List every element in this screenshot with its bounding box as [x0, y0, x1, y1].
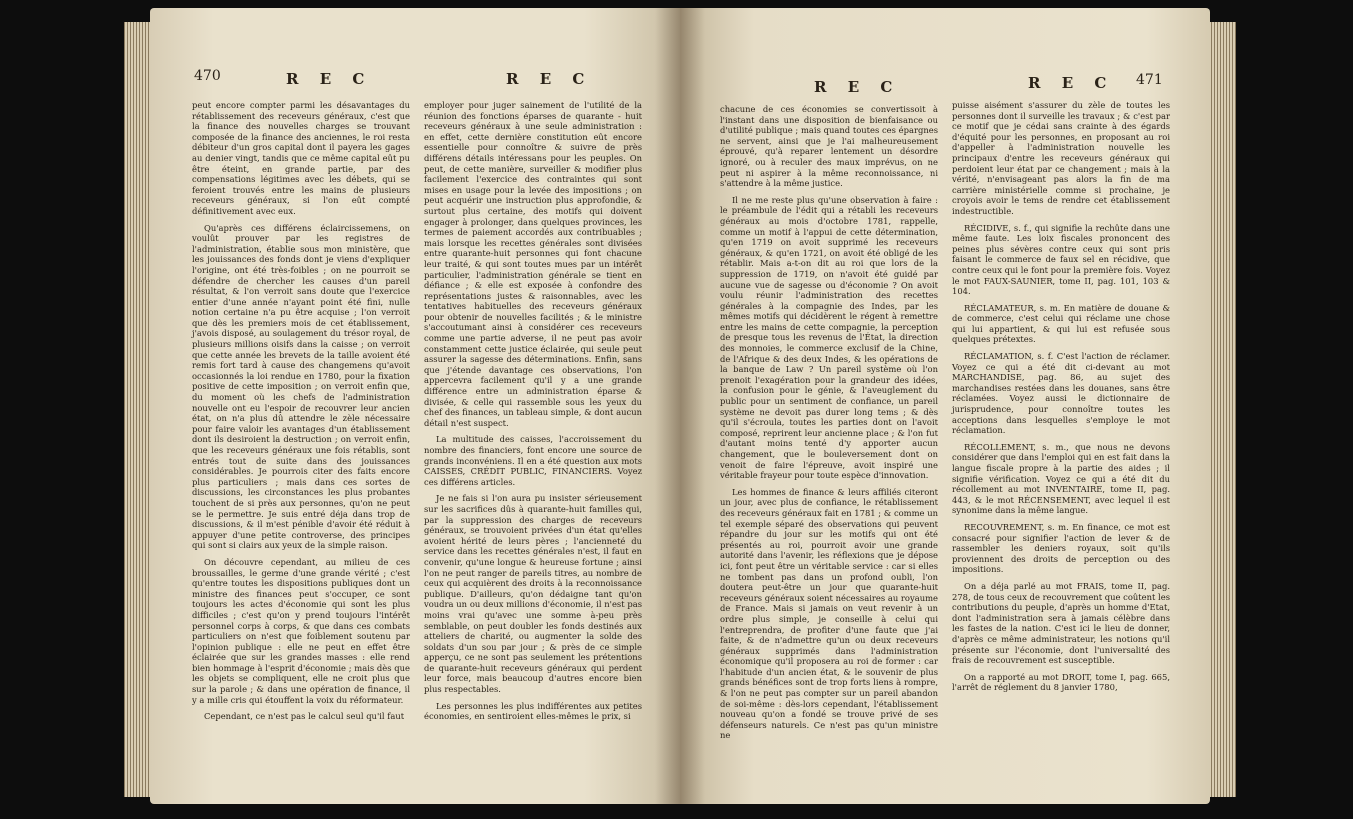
paragraph: Cependant, ce n'est pas le calcul seul qu'il faut [204, 711, 405, 722]
paragraph: Les hommes de finance & leurs affiliés citeront un jour, avec plus de confiance, le rétablissement des receveurs généraux fait en 1781 ; & comme un tel exemple séparé des observations qui peuvent répandre du jour sur les motifs qui ont été présentés au roi, pourroit avoir une grande autorité dans l'avenir, les réflexions que je dépose ici, font peut être un véritable service : car si elles ne tombent pas dans un profond oubli, l'on doutera peut-être un jour que quarante-huit receveurs généraux soient nécessaires au royaume de France. Mais si jamais on veut revenir à un ordre plus simple, je conseille à celui qui l'entreprendra, de profiter d'une faute que j'ai faite, & de n'admettre qu'un ou deux receveurs généraux supprimés dans l'administration économique qu'il proposera au roi de former : car l'habitude d'un ancien état, & le souvenir de plus grands bénéfices sont de trop forts liens à rompre, & l'on ne peut pas compter sur un pareil abandon de soi-même : dès-lors cependant, l'établissement nouveau qu'on a fondé se trouve privé de ses défenseurs naturels. Ce n'est pas qu'un ministre ne [720, 486, 938, 741]
right-page [680, 8, 1210, 804]
left-column-2 [424, 100, 642, 728]
paragraph: Les personnes les plus indifférentes aux petites économies, en sentiroient elles-mêmes le prix, si [424, 700, 642, 722]
folio-left: 470 [194, 68, 221, 84]
running-head-right-1: R E C [814, 78, 901, 96]
running-head-left-1: R E C [286, 70, 373, 88]
paragraph: Qu'après ces différens éclaircissemens, on voulût prouver par les registres de l'administration, établie sous mon ministère, que les jouissances des fonds dont je viens d'expliquer l'origine, ont été très-foibles ; on ne pourroit se défendre de chercher les causes d'un pareil résultat, & l'on verroit sans doute que l'exercice entier d'une année n'ayant point été fini, nulle notion certaine n'a pu être acquise ; l'on verroit que dès les premiers mois de cet établissement, j'avois disposé, au soulagement du trésor royal, de plusieurs millions oisifs dans la caisse ; on verroit que cette année les brevets de la taille avoient été remis fort tard à cause des changemens qu'avoit occasionnés la loi rendue en 1780, pour la fixation positive de cette imposition ; on verroit enfin que, du moment où les chefs de l'administration nouvelle ont eu l'espoir de recouvrer leur ancien état, on n'a plus dû attendre le zèle nécessaire pour faire valoir les avantages d'un établissement dont ils desiroient la destruction ; on verroit enfin, que les receveurs généraux une fois rétablis, sont entrés tout de suite dans des jouissances considérables. Je pourrois citer des faits encore plus particuliers ; mais dans ces sortes de discussions, les circonstances les plus probantes touchent de si près aux personnes, qu'on ne peut se le permettre. Je suis entré déja dans trop de discussions, & il m'est pénible d'avoir été réduit à appuyer d'une petite controverse, des principes qui sont si clairs aux yeux de la simple raison. [192, 222, 410, 551]
paragraph: chacune de ces économies se convertissoit à l'instant dans une disposition de bienfaisance ou d'utilité publique ; mais quand toutes ces épargnes ne servent, ainsi que je l'ai malheureusement éprouvé, qu'à reparer lentement un désordre ignoré, ou à reculer des maux imprévus, on ne peut ni aspirer à la même reconnoissance, ni s'attendre à la même justice. [720, 104, 938, 189]
book-gutter [655, 8, 705, 804]
dictionary-entry-reclamation: RÉCLAMATION, s. f. C'est l'action de réclamer. Voyez ce qui a été dit ci-devant au mot MARCHANDISE, pag. 86, au sujet des marchandises restées dans les douanes, sans être réclamées. Voyez aussi le dictionnaire de jurisprudence, pour connoître toutes les acceptions dans lesquelles s'employe le mot réclamation. [952, 351, 1170, 436]
open-book [150, 8, 1210, 804]
paragraph: On a déja parlé au mot FRAIS, tome II, pag. 278, de tous ceux de recouvrement que coûtent les contributions du peuple, d'après un homme d'Etat, dont l'administration sera à jamais célèbre dans les fastes de la nation. C'est ici le lieu de donner, d'après ce même administrateur, les notions qu'il présente sur l'économie, dont l'universalité des frais de recouvrement est susceptible. [952, 580, 1170, 666]
right-column-1 [720, 104, 938, 747]
paragraph: puisse aisément s'assurer du zèle de toutes les personnes dont il surveille les travaux ; & c'est par ce motif que je cédai sans crainte à des égards d'équité pour les personnes, en proposant au roi d'appeller à l'administration nouvelle les principaux d'entre les receveurs généraux qui perdoient leur état par ce changement ; mais à la vérité, n'envisageant pas alors la fin de ma carrière ministérielle comme si prochaine, je croyois avoir le tems de rendre cet établissement indestructible. [952, 100, 1170, 216]
dictionary-entry-recidive: RÉCIDIVE, s. f., qui signifie la rechûte dans une même faute. Les loix fiscales prononcent des peines plus sévères contre ceux qui sont pris faisant le commerce de faux sel en récidive, que contre ceux qui le font pour la première fois. Voyez le mot FAUX-SAUNIER, tome II, pag. 101, 103 & 104. [952, 222, 1170, 297]
dictionary-entry-recollement: RÉCOLLEMENT, s. m., que nous ne devons considérer que dans l'emploi qui en est fait dans la langue fiscale propre à la partie des aides ; il signifie vérification. Voyez ce qui a été dit du récollement au mot INVENTAIRE, tome II, pag. 443, & le mot RÉCENSEMENT, avec lequel il est synonime dans la même langue. [952, 441, 1170, 516]
paragraph: peut encore compter parmi les désavantages du rétablissement des receveurs généraux, c'est que la finance des nouvelles charges se trouvant composée de la finance des anciennes, le roi resta débiteur d'un gros capital dont il payera les gages au denier vingt, tandis que ce même capital eût pu être éteint, en grande partie, par des compensations légitimes avec les débets, qui se feroient trouvés entre les mains de plusieurs receveurs généraux, si l'on eût compté définitivement avec eux. [192, 100, 410, 216]
left-column-1 [192, 100, 410, 728]
paragraph: Je ne fais si l'on aura pu insister sérieusement sur les sacrifices dûs à quarante-huit familles qui, par la suppression des charges de receveurs généraux, se trouvoient privées d'un état qu'elles avoient hérité de leurs pères ; l'ancienneté du service dans les recettes générales n'est, il faut en convenir, qu'une longue & heureuse fortune ; ainsi l'on ne peut ranger de pareils titres, au nombre de ceux qui acquièrent des droits à la reconnoissance publique. D'ailleurs, qu'on dédaigne tant qu'on voudra un ou deux millions d'économie, il n'est pas moins vrai qu'avec une somme à-peu près semblable, on peut doubler les fonds destinés aux atteliers de charité, ou augmenter la solde des soldats d'un sou par jour ; & près de ce simple apperçu, ce ne sont pas seulement les prétentions de quarante-huit receveurs généraux qui perdent leur force, mais beaucoup d'autres encore bien plus respectables. [424, 493, 642, 695]
right-column-2 [952, 100, 1170, 699]
paragraph: On a rapporté au mot DROIT, tome I, pag. 665, l'arrêt de réglement du 8 janvier 1780, [952, 671, 1170, 693]
paragraph: Il ne me reste plus qu'une observation à faire : le préambule de l'édit qui a rétabli les receveurs généraux au mois d'octobre 1781, rappelle, comme un motif à l'appui de cette détermination, qu'en 1719 on avoit supprimé les receveurs généraux, & qu'en 1721, on avoit été obligé de les rétablir. Mais a-t-on dit au roi que lors de la suppression de 1719, on n'avoit été guidé par aucune vue de sagesse ou d'économie ? On avoit voulu réunir l'administration des recettes générales à la compagnie des Indes, par les mêmes motifs qui décidèrent le régent à remettre entre les mains de cette compagnie, la perception de presque tous les revenus de l'État, la direction des monnoies, le commerce exclusif de la Chine, de l'Afrique & des deux Indes, & les opérations de la banque de Law ? Un pareil système où l'on prenoit l'exagération pour la grandeur des idées, la confusion pour le génie, & l'aveuglement du public pour un sentiment de confiance, un pareil système ne devoit pas durer long tems ; & dès qu'il s'écroula, toutes les parties dont on l'avoit composé, reprirent leur ancienne place ; & l'on fut d'autant moins tenté d'y apporter aucun changement, que le bouleversement dont on venoit de faire l'épreuve, avoit inspiré une véritable frayeur pour toute espèce d'innovation. [720, 194, 938, 481]
left-page [150, 8, 680, 804]
running-head-right-2: R E C [1028, 74, 1115, 92]
paragraph: employer pour juger sainement de l'utilité de la réunion des fonctions éparses de quarante - huit receveurs généraux à une seule administration : en effet, cette dernière constitution eût encore essentielle pour connoître & suivre de près différens détails intéressans pour les peuples. On peut, de cette manière, surveiller & modifier plus facilement l'exercice des contraintes qui sont mises en usage pour la levée des impositions ; on peut acquérir une instruction plus approfondie, & surtout plus certaine, des motifs qui doivent engager à prolonger, dans quelques provinces, les termes de paiement accordés aux contribuables ; mais lorsque les recettes générales sont divisées entre quarante-huit personnes qui font chacune leur traité, & qui sont toutes mues par un intérêt particulier, l'administration générale se tient en défiance ; & elle est exposée à confondre des représentations justes & raisonnables, avec les tentatives habituelles des receveurs généraux pour obtenir de nouvelles facilités ; & le ministre s'accoutumant ainsi à considérer ces receveurs comme une partie adverse, il ne peut pas avoir constamment cette justice éclairée, qui seule peut assurer la sagesse des déterminations. Enfin, sans que j'étende davantage ces observations, l'on appercevra facilement qu'il y a une grande différence entre un administration éparse & divisée, & celle qui rassemble sous les yeux du chef des finances, un tableau simple, & dont aucun détail n'est suspect. [424, 100, 642, 428]
paragraph: La multitude des caisses, l'accroissement du nombre des financiers, font encore une source de grands inconvéniens. Il en a été question aux mots CAISSES, CRÉDIT PUBLIC, FINANCIERS. Voyez ces différens articles. [424, 434, 642, 487]
dictionary-entry-reclamateur: RÉCLAMATEUR, s. m. En matière de douane & de commerce, c'est celui qui réclame une chose qui lui appartient, & qui lui est refusée sous quelques prétextes. [952, 302, 1170, 345]
paragraph: On découvre cependant, au milieu de ces broussailles, le germe d'une grande vérité ; c'est qu'entre toutes les dispositions publiques dont un ministre des finances peut s'occuper, ce sont toujours les actes d'économie qui sont les plus difficiles ; c'est qu'on y prend toujours l'intérêt personnel corps à corps, & que dans ces combats particuliers on n'est que foiblement soutenu par l'opinion publique : elle ne peut en effet être éclairée que sur les grandes masses : elle rend bien hommage à l'esprit d'économie ; mais dès que les objets se compliquent, elle ne croit plus que sur la parole ; & dans une opération de finance, il y a mille cris qui étouffent la voix du réformateur. [192, 556, 410, 705]
dictionary-entry-recouvrement: RECOUVREMENT, s. m. En finance, ce mot est consacré pour signifier l'action de lever & de rassembler les deniers royaux, soit qu'ils proviennent des droits de perception ou des impositions. [952, 521, 1170, 575]
folio-right: 471 [1136, 72, 1163, 88]
running-head-left-2: R E C [506, 70, 593, 88]
